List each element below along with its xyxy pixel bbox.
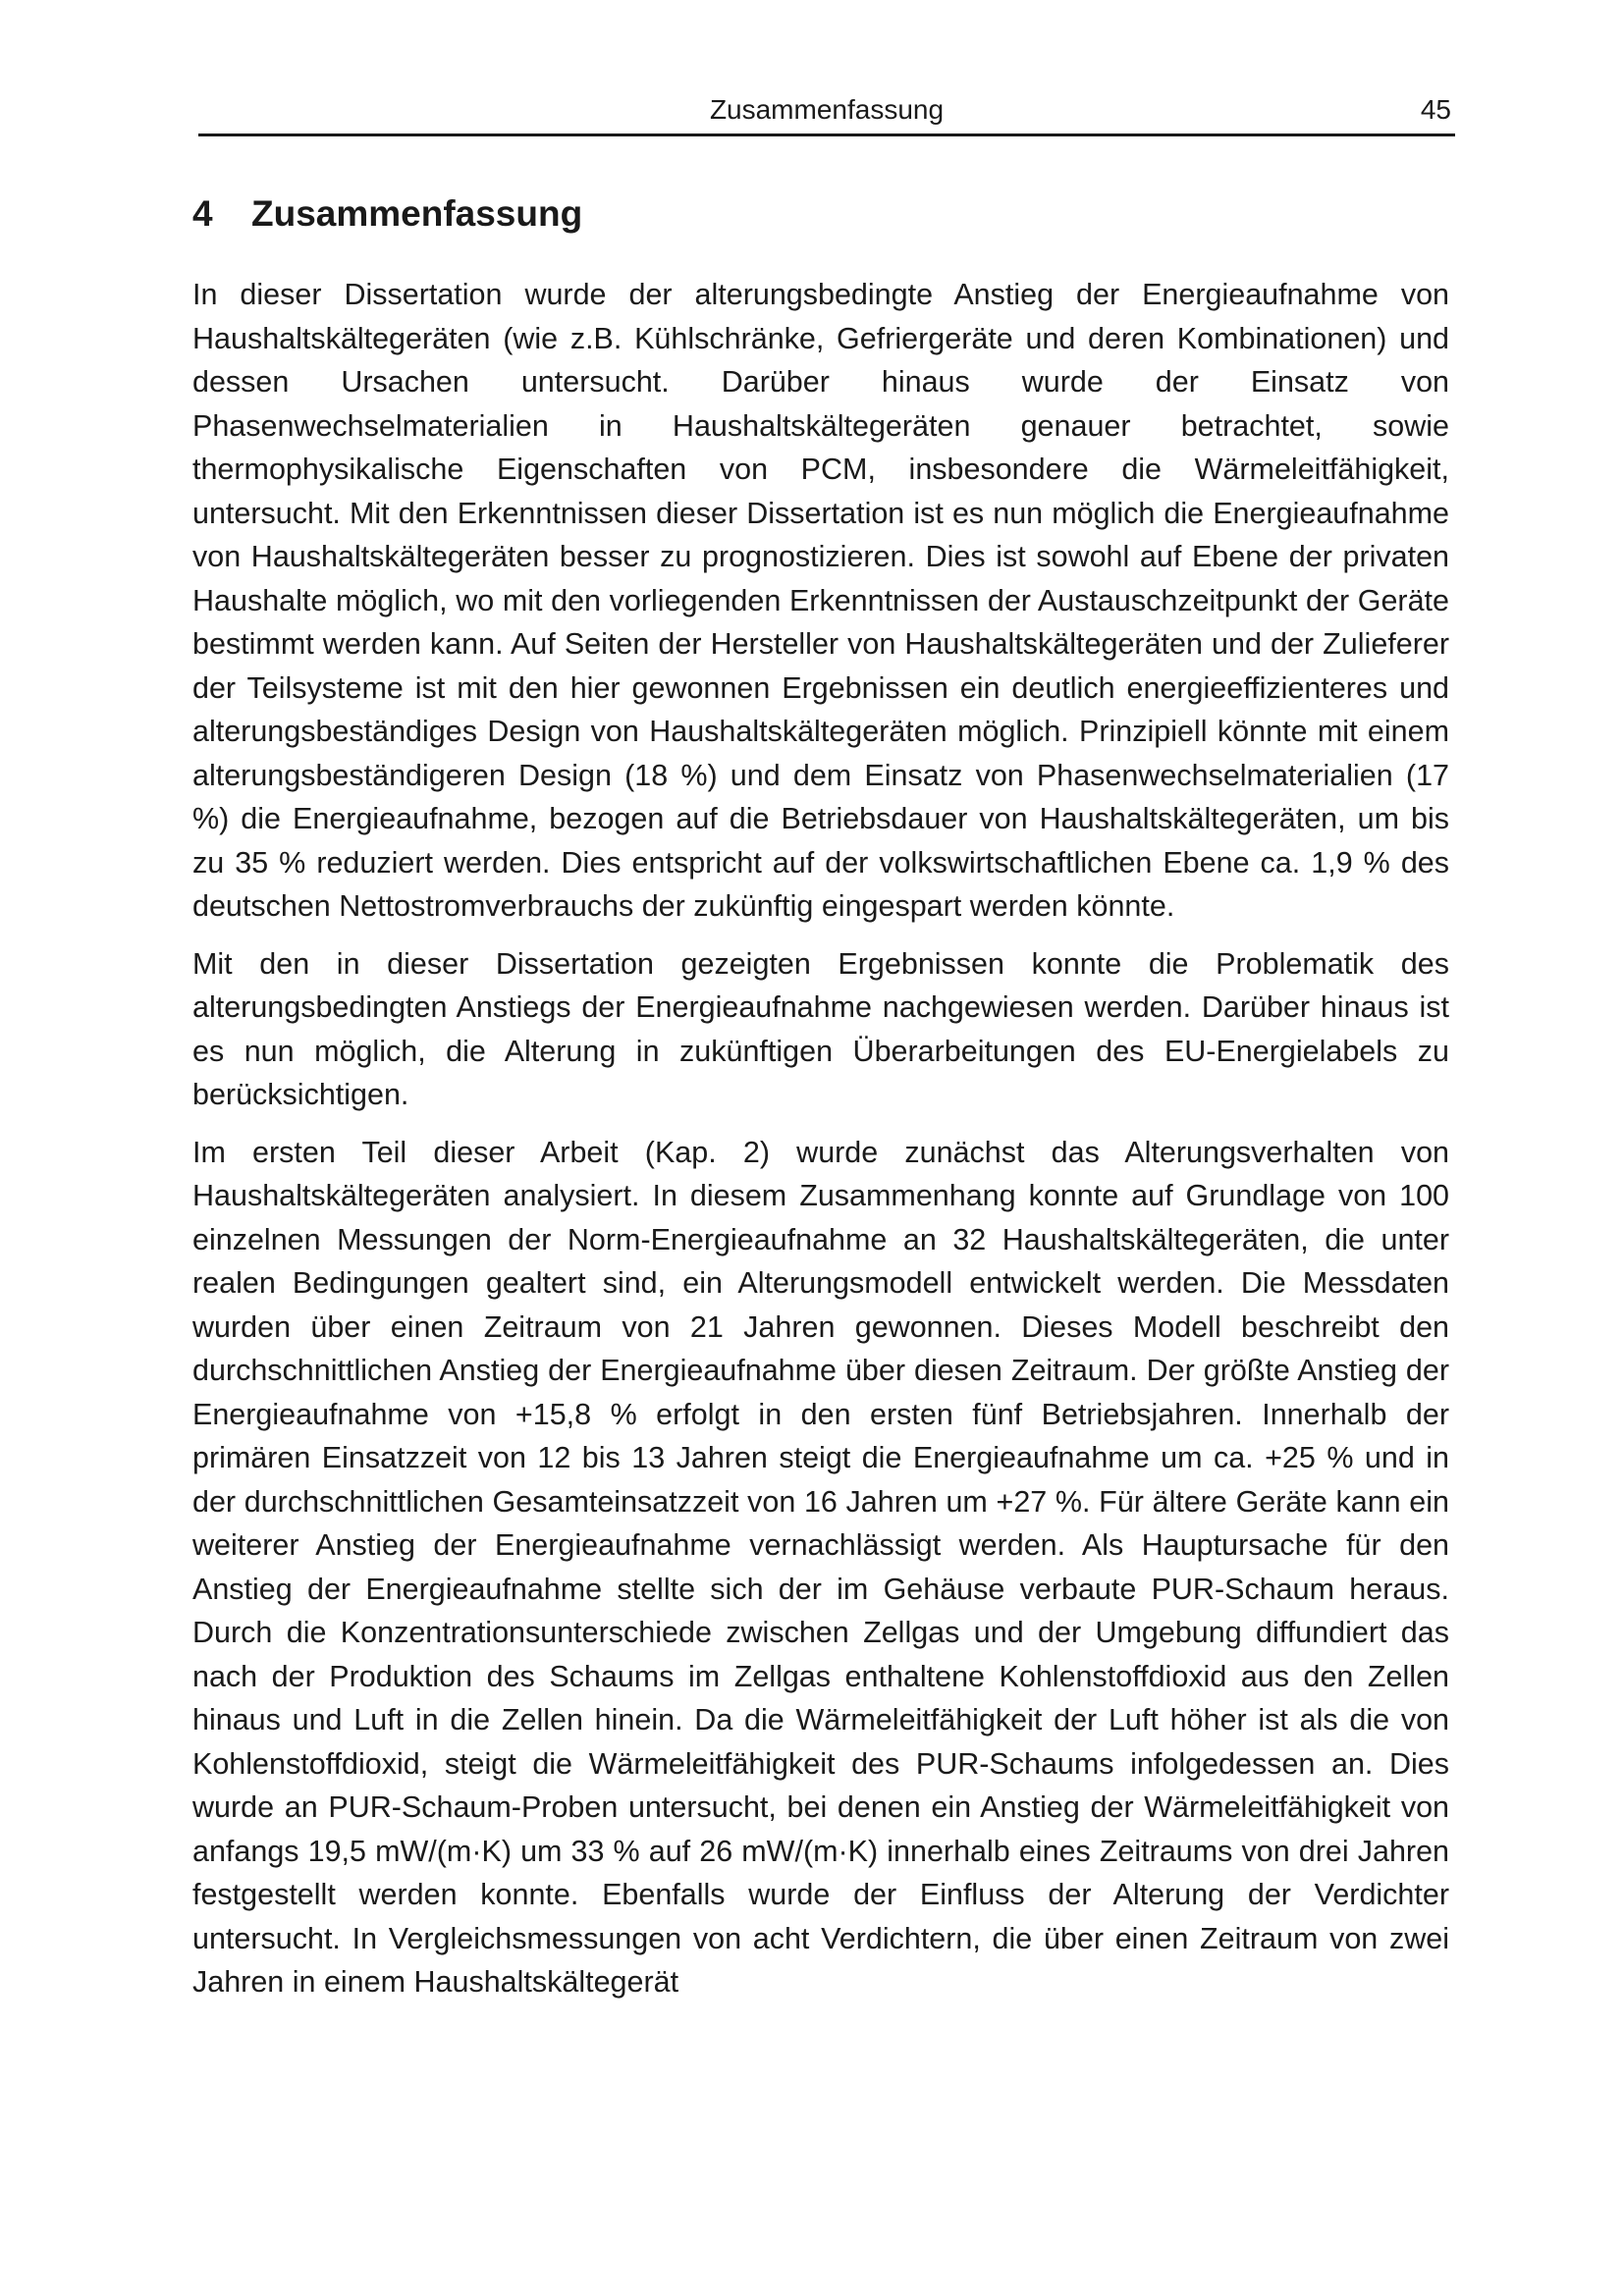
chapter-number: 4 [192,193,213,234]
chapter-title: Zusammenfassung [251,193,583,234]
paragraph-results-significance: Mit den in dieser Dissertation gezeigten Ergebnissen konnte die Problematik des alterungsbedingten Anstiegs der Energieaufnahme nachgewiesen werden. Darüber hinaus ist es nun möglich, die Alterung in zukünftigen Überarbeitungen des EU-Energielabels zu berücksichtigen. [192,946,1449,1111]
paragraph-aging-analysis: Im ersten Teil dieser Arbeit (Kap. 2) wurde zunächst das Alterungsverhalten von Haushaltskältegeräten analysiert. In diesem Zusammenhang konnte auf Grundlage von 100 einzelnen Messungen der Norm-Energieaufnahme an 32 Haushaltskältegeräten, die unter realen Bedingungen gealtert sind, ein Alterungsmodell entwickelt werden. Die Messdaten wurden über einen Zeitraum von 21 Jahren gewonnen. Dieses Modell beschreibt den durchschnittlichen Anstieg der Energieaufnahme über diesen Zeitraum. Der größte Anstieg der Energieaufnahme von +15,8 % erfolgt in den ersten fünf Betriebsjahren. Innerhalb der primären Einsatzzeit von 12 bis 13 Jahren steigt die Energieaufnahme um ca. +25 % und in der durchschnittlichen Gesamteinsatzzeit von 16 Jahren um +27 %. Für ältere Geräte kann ein weiterer Anstieg der Energieaufnahme vernachlässigt werden. Als Hauptursache für den Anstieg der Energieaufnahme stellte sich der im Gehäuse verbaute PUR-Schaum heraus. Durch die Konzentrationsunterschiede zwischen Zellgas und der Umgebung diffundiert das nach der Produktion des Schaums im Zellgas enthaltene Kohlenstoffdioxid aus den Zellen hinaus und Luft in die Zellen hinein. Da die Wärmeleitfähigkeit der Luft höher ist als die von Kohlenstoffdioxid, steigt die Wärmeleitfähigkeit des PUR-Schaums infolgedessen an. Dies wurde an PUR-Schaum-Proben untersucht, bei denen ein Anstieg der Wärmeleitfähigkeit von anfangs 19,5 mW/(m·K) um 33 % auf 26 mW/(m·K) innerhalb eines Zeitraums von drei Jahren festgestellt werden konnte. Ebenfalls wurde der Einfluss der Alterung der Verdichter untersucht. In Vergleichsmessungen von acht Verdichtern, die über einen Zeitraum von zwei Jahren in einem Haushaltskältegerät [192,1135,1449,1999]
page-number: 45 [1420,94,1451,125]
paragraph-summary-overview: In dieser Dissertation wurde der alterungsbedingte Anstieg der Energieaufnahme von Haushaltskältegeräten (wie z.B. Kühlschränke, Gefriergeräte und deren Kombinationen) und dessen Ursachen untersucht. Darüber hinaus wurde der Einsatz von Phasenwechselmaterialien in Haushaltskältegeräten genauer betrachtet, sowie thermophysikalische Eigenschaften von PCM, insbesondere die Wärmeleitfähigkeit, untersucht. Mit den Erkenntnissen dieser Dissertation ist es nun möglich die Energieaufnahme von Haushaltskältegeräten besser zu prognostizieren. Dies ist sowohl auf Ebene der privaten Haushalte möglich, wo mit den vorliegenden Erkenntnissen der Austauschzeitpunkt der Geräte bestimmt werden kann. Auf Seiten der Hersteller von Haushaltskältegeräten und der Zulieferer der Teilsysteme ist mit den hier gewonnen Ergebnissen ein deutlich energieeffizienteres und alterungsbeständiges Design von Haushaltskältegeräten möglich. Prinzipiell könnte mit einem alterungsbeständigeren Design (18 %) und dem Einsatz von Phasenwechselmaterialien (17 %) die Energieaufnahme, bezogen auf die Betriebsdauer von Haushaltskältegeräten, um bis zu 35 % reduziert werden. Dies entspricht auf der volkswirtschaftlichen Ebene ca. 1,9 % des deutschen Nettostromverbrauchs der zukünftig eingespart werden könnte. [192,278,1449,923]
chapter-heading [192,192,582,236]
running-title: Zusammenfassung [709,94,945,125]
body-text [192,273,1449,2018]
page-header [198,90,1455,136]
